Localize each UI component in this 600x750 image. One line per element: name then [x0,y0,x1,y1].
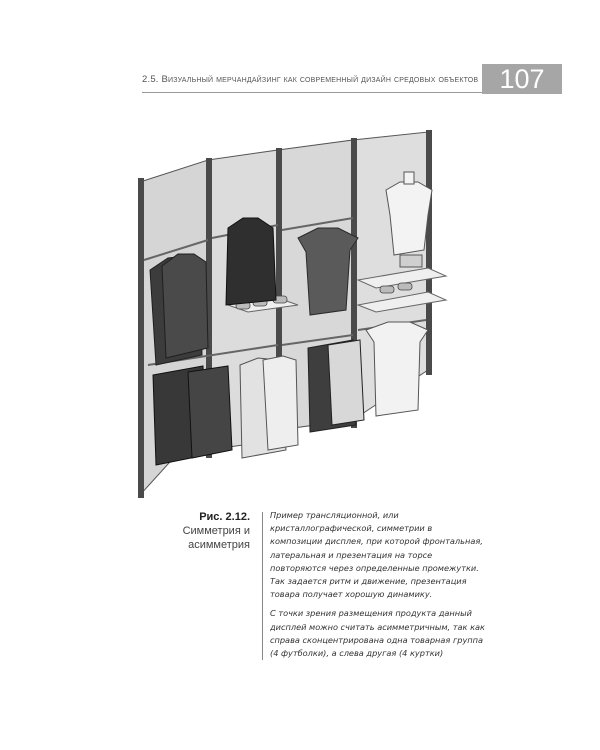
figure-description [270,509,485,666]
figure-label: Рис. 2.12. [199,511,250,523]
jackets-bottom-light [240,356,298,458]
figure-caption [140,510,250,552]
description-paragraph-1: Пример трансляционной, или кристаллографической, симметрии в композиции дисплея, при которой фронтальная, латеральная и презентация на торсе повторяются через определенные промежутки. Так задается ритм и движение, презентация товара получает хорошую динамику. [270,510,483,600]
caption-divider [262,512,263,660]
header-rule [142,92,484,93]
page-number: 107 [482,64,562,94]
shirts-bottom-left [153,366,232,465]
jackets-left-top [150,254,208,365]
shirts-bottom-center [308,340,364,432]
merchandising-wall-illustration [128,120,468,500]
description-paragraph-2: С точки зрения размещения продукта данный дисплей можно считать асимметричным, так как справа сконцентрирована одна товарная группа (4 футболки), а слева другая (4 куртки) [270,608,485,659]
jacket-front [226,218,276,305]
running-header [0,64,600,94]
wall-display-drawing [128,120,468,500]
tshirts-bottom-right [366,322,428,416]
header-title: 2.5. Визуальный мерчандайзинг как современный дизайн средовых объектов [142,74,479,85]
figure-caption-text: Симметрия и асимметрия [182,525,250,551]
